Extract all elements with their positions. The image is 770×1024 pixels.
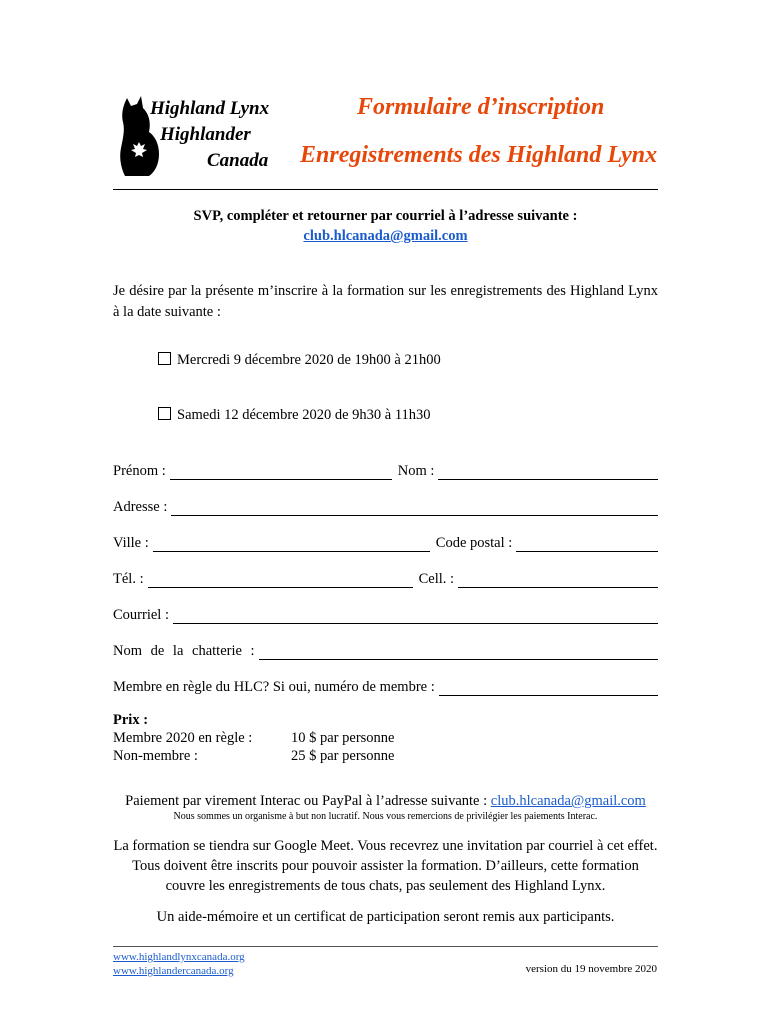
adresse-field[interactable] (171, 502, 658, 516)
payment-email-link[interactable]: club.hlcanada@gmail.com (490, 793, 646, 809)
checkbox-saturday[interactable] (158, 407, 171, 420)
nom-label: Nom : (397, 463, 435, 479)
payment-text: Paiement par virement Interac ou PayPal à l’adresse suivante : (125, 793, 488, 809)
logo-text-line-3: Canada (207, 150, 269, 171)
option-saturday-label: Samedi 12 décembre 2020 de 9h30 à 11h30 (177, 407, 431, 423)
chatterie-label: Nom de la chatterie : (113, 643, 255, 659)
name-row (113, 460, 658, 480)
option-saturday[interactable] (158, 407, 431, 424)
prix-title: Prix : (113, 712, 149, 728)
prix-row-nonmember (113, 748, 395, 765)
footer-link-highlandlynx[interactable]: www.highlandlynxcanada.org (113, 951, 245, 963)
courriel-label: Courriel : (113, 607, 169, 623)
payment-line (113, 793, 658, 810)
footer-links (113, 950, 245, 978)
prix-nonmember-amount: 25 $ par personne (291, 748, 395, 764)
tel-label: Tél. : (113, 571, 144, 587)
cattery-row (113, 640, 658, 660)
version-text: version du 19 novembre 2020 (525, 963, 657, 975)
form-title: Formulaire d’inscription (357, 94, 605, 120)
header-divider (113, 189, 658, 190)
phone-row (113, 568, 658, 588)
prenom-label: Prénom : (113, 463, 166, 479)
aide-memoire-text: Un aide-mémoire et un certificat de participation seront remis aux participants. (156, 909, 615, 925)
ville-field[interactable] (153, 538, 430, 552)
option-wednesday[interactable] (158, 352, 441, 369)
membre-field[interactable] (439, 682, 658, 696)
membre-label: Membre en règle du HLC? Si oui, numéro de membre : (113, 679, 435, 695)
contact-email-link[interactable]: club.hlcanada@gmail.com (303, 228, 468, 244)
logo-text-line-1: Highland Lynx (150, 98, 270, 119)
code-postal-label: Code postal : (435, 535, 513, 551)
ville-label: Ville : (113, 535, 149, 551)
address-row (113, 496, 658, 516)
courriel-field[interactable] (173, 610, 658, 624)
instructions-text: SVP, compléter et retourner par courriel à l’adresse suivante : (193, 208, 578, 224)
adresse-label: Adresse : (113, 499, 168, 515)
nom-field[interactable] (438, 466, 658, 480)
email-row (113, 604, 658, 624)
cell-field[interactable] (458, 574, 658, 588)
prix-member-label: Membre 2020 en règle : (113, 730, 253, 746)
city-row (113, 532, 658, 552)
option-wednesday-label: Mercredi 9 décembre 2020 de 19h00 à 21h00 (177, 352, 441, 368)
form-subtitle: Enregistrements des Highland Lynx (300, 142, 658, 168)
footer-link-highlander[interactable]: www.highlandercanada.org (113, 965, 234, 977)
prenom-field[interactable] (170, 466, 392, 480)
code-postal-field[interactable] (516, 538, 658, 552)
prix-row-member (113, 730, 395, 747)
intro-paragraph: Je désire par la présente m’inscrire à la formation sur les enregistrements des Highland Lynx à la date suivante : (113, 283, 658, 320)
checkbox-wednesday[interactable] (158, 352, 171, 365)
cell-label: Cell. : (418, 571, 455, 587)
formation-paragraph: La formation se tiendra sur Google Meet. Vous recevrez une invitation par courriel à cet effet. Tous doivent être inscrits pour pouvoir assister la formation. D’ailleurs, cette formation couvre les enregistrements de tous chats, pas seulement des Highland Lynx. (113, 838, 658, 894)
footer-divider (113, 946, 658, 947)
tel-field[interactable] (148, 574, 413, 588)
prix-member-amount: 10 $ par personne (291, 730, 395, 746)
chatterie-field[interactable] (259, 646, 658, 660)
prix-nonmember-label: Non-membre : (113, 748, 198, 764)
payment-note: Nous sommes un organisme à but non lucratif. Nous vous remercions de privilégier les paiements Interac. (173, 811, 598, 822)
logo-text-line-2: Highlander (160, 124, 251, 145)
member-row (113, 676, 658, 696)
